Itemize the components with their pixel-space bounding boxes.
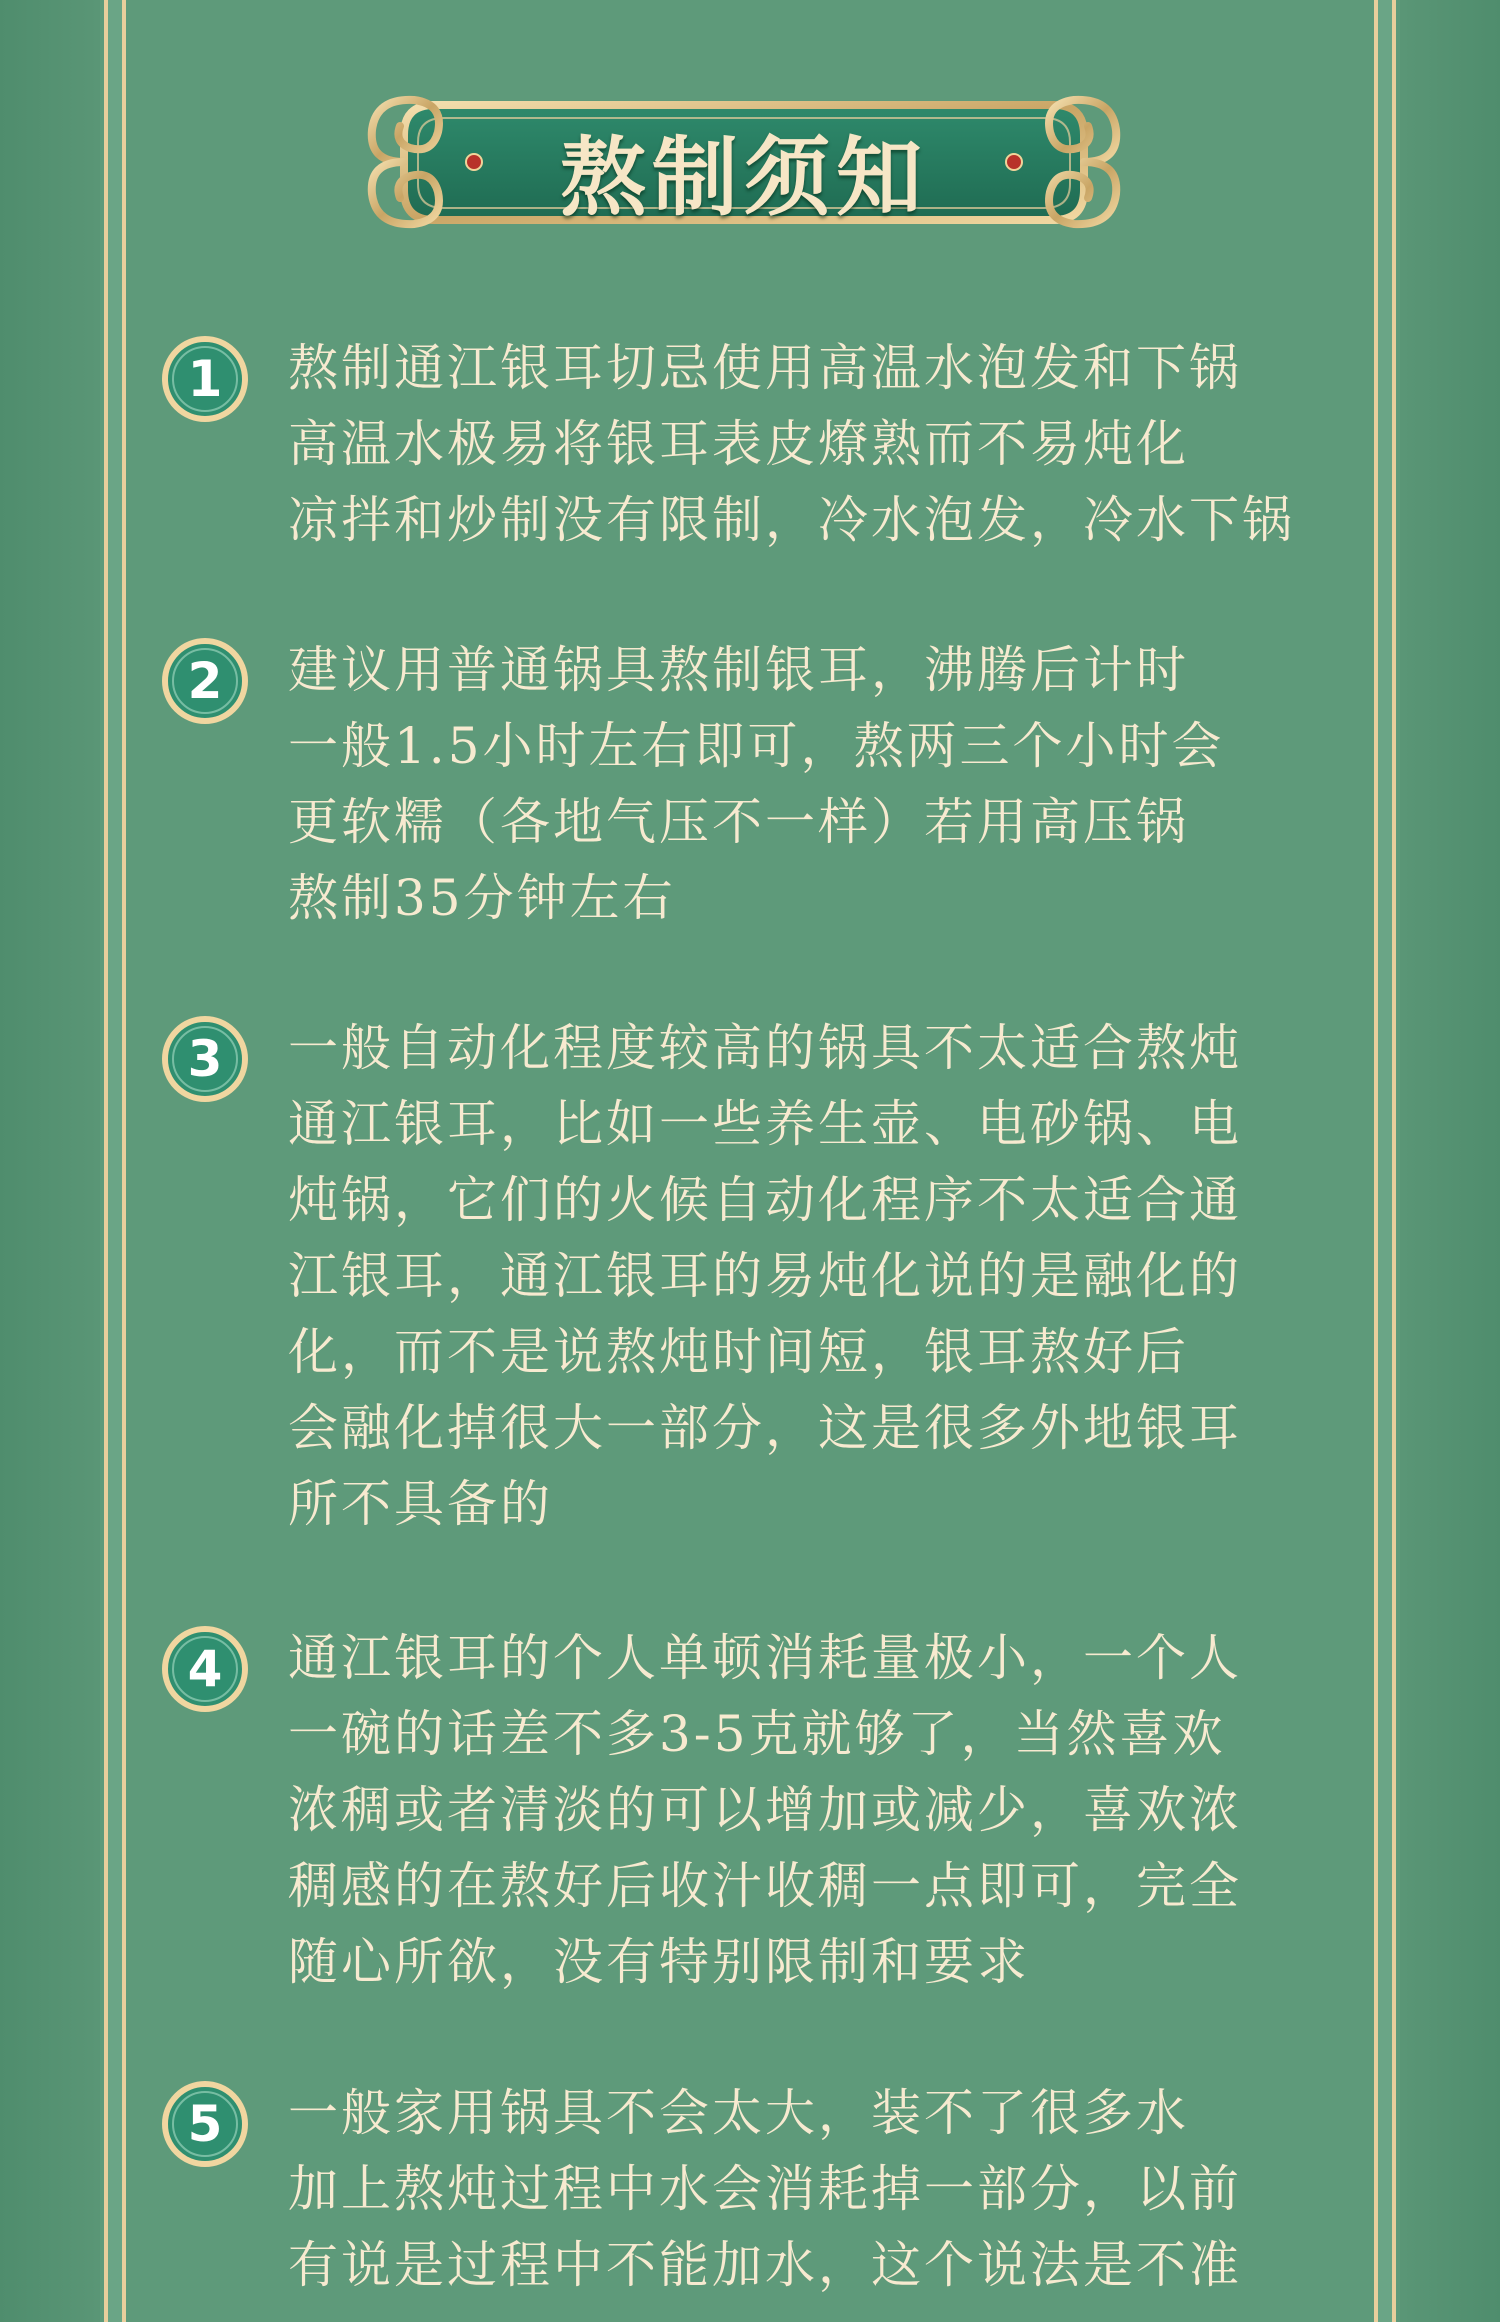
- text-line: 一般1.5小时左右即可，熬两三个小时会: [288, 717, 1225, 775]
- badge-number: 3: [187, 1030, 223, 1088]
- title-plaque: [364, 70, 1124, 250]
- text-line: 所不具备的: [288, 1475, 553, 1533]
- left-border-band: [0, 0, 100, 2322]
- text-line: 随心所欲，没有特别限制和要求: [288, 1933, 1030, 1991]
- text-line: 凉拌和炒制没有限制，冷水泡发，冷水下锅: [288, 491, 1295, 549]
- number-badge: [160, 334, 250, 424]
- text-line: 加上熬炖过程中水会消耗掉一部分，以前: [288, 2160, 1242, 2218]
- badge-number: 2: [187, 652, 223, 710]
- item-text: [288, 1010, 1318, 1542]
- number-badge: [160, 636, 250, 726]
- left-gold-frame: [104, 0, 126, 2322]
- right-border-band: [1400, 0, 1500, 2322]
- text-line: 高温水极易将银耳表皮燎熟而不易炖化: [288, 415, 1189, 473]
- text-line: 会融化掉很大一部分，这是很多外地银耳: [288, 1399, 1242, 1457]
- text-line: 稠感的在熬好后收汁收稠一点即可，完全: [288, 1857, 1242, 1915]
- number-badge: [160, 2079, 250, 2169]
- text-line: 熬制35分钟左右: [288, 869, 676, 927]
- number-badge: [160, 1014, 250, 1104]
- text-line: 更软糯（各地气压不一样）若用高压锅: [288, 793, 1189, 851]
- text-line: 化，而不是说熬炖时间短，银耳熬好后: [288, 1323, 1189, 1381]
- text-line: 建议用普通锅具熬制银耳，沸腾后计时: [288, 641, 1189, 699]
- text-line: 浓稠或者清淡的可以增加或减少，喜欢浓: [288, 1781, 1242, 1839]
- text-line: 熬制通江银耳切忌使用高温水泡发和下锅: [288, 339, 1242, 397]
- badge-number: 1: [187, 350, 223, 408]
- text-line: 通江银耳，比如一些养生壶、电砂锅、电: [288, 1095, 1242, 1153]
- badge-number: 4: [187, 1640, 223, 1698]
- page-title: 熬制须知: [560, 127, 928, 228]
- text-line: 有说是过程中不能加水，这个说法是不准: [288, 2236, 1242, 2294]
- badge-number: 5: [187, 2095, 223, 2153]
- text-line: 通江银耳的个人单顿消耗量极小，一个人: [288, 1629, 1242, 1687]
- right-gold-frame: [1374, 0, 1396, 2322]
- text-line: 一碗的话差不多3-5克就够了，当然喜欢: [288, 1705, 1226, 1763]
- item-text: [288, 330, 1318, 558]
- text-line: 一般家用锅具不会太大，装不了很多水: [288, 2084, 1189, 2142]
- text-line: 江银耳，通江银耳的易炖化说的是融化的: [288, 1247, 1242, 1305]
- item-text: [288, 2075, 1318, 2303]
- number-badge: [160, 1624, 250, 1714]
- item-text: [288, 632, 1318, 936]
- item-text: [288, 1620, 1318, 2000]
- text-line: 一般自动化程度较高的锅具不太适合熬炖: [288, 1019, 1242, 1077]
- text-line: 炖锅，它们的火候自动化程序不太适合通: [288, 1171, 1242, 1229]
